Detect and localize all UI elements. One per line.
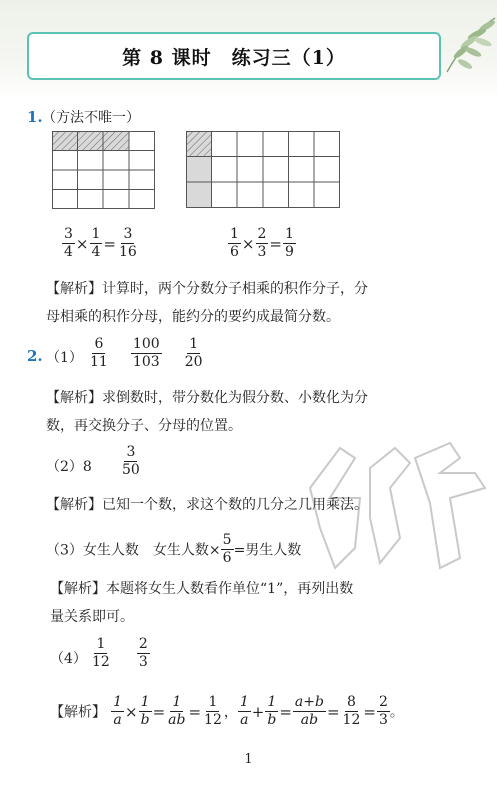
fraction: $\frac{5}{6}$ xyxy=(222,532,232,566)
grid-figure-2 xyxy=(186,131,340,208)
explanation-1-line-2: 母相乘的积作分母，能约分的要约成最简分数。 xyxy=(46,309,340,325)
explanation-2-1-line-1: 【解析】求倒数时，带分数化为假分数、小数化为分 xyxy=(46,390,368,406)
fraction: $\frac{6}{11}$ xyxy=(90,336,108,370)
fraction: $\frac{3}{50}$ xyxy=(122,444,140,478)
part-2-label: （2）8 xyxy=(46,459,92,475)
fraction: $\frac{1}{4}$ xyxy=(91,226,101,260)
part-3-line xyxy=(46,532,301,567)
fraction: $\frac{2}{3}$ xyxy=(378,694,388,728)
explanation-2-4: 【解析】 $\frac{1}{a}$ × $\frac{1}{b}$ = $\frac{1}{ab}$ = $\frac{1}{12}$ ， $\frac{1}{a}$ + $\frac{1}{b}$ = $\frac{a+b}{ab}$ = $\frac{8}{12}$ = $\frac{2}{3}$ 。 xyxy=(50,694,404,728)
fraction: $\frac{1}{12}$ xyxy=(204,694,222,728)
fraction: $\frac{1}{12}$ xyxy=(92,636,110,670)
explanation-2-3-line-2: 量关系即可。 xyxy=(50,609,134,625)
explanation-prefix: 【解析】 xyxy=(50,704,106,721)
fraction: $\frac{100}{103}$ xyxy=(132,336,160,370)
part-2-answer xyxy=(120,444,142,479)
explanation-2-3-line-1: 【解析】本题将女生人数看作单位“1”，再列出数 xyxy=(50,581,354,597)
fraction: $\frac{1}{b}$ xyxy=(267,694,277,728)
grid2-shaded-hatch xyxy=(186,131,212,157)
part-1-answer xyxy=(88,336,205,371)
part-3-label: （3）女生人数 女生人数× xyxy=(46,542,221,559)
fraction: $\frac{1}{a}$ xyxy=(239,694,249,728)
fraction: $\frac{1}{ab}$ xyxy=(168,694,186,728)
part-4-label: （4） xyxy=(50,651,87,667)
fraction: $\frac{1}{20}$ xyxy=(184,336,203,370)
part-3-tail: =男生人数 xyxy=(233,542,302,559)
part-4-answer xyxy=(90,636,150,671)
fraction: $\frac{1}{9}$ xyxy=(285,226,294,260)
grid1-shaded-hatch xyxy=(52,131,129,150)
part-1-label: （1） xyxy=(46,350,83,366)
fraction: $\frac{1}{b}$ xyxy=(140,694,150,728)
explanation-1-line-1: 【解析】计算时，两个分数分子相乘的积作分子，分 xyxy=(46,281,368,297)
lesson-title: 第 8 课时 练习三（1） xyxy=(27,32,441,80)
fraction: $\frac{1}{a}$ xyxy=(113,694,123,728)
fraction: $\frac{3}{16}$ xyxy=(119,226,137,260)
explanation-2-2: 【解析】已知一个数，求这个数的几分之几用乘法。 xyxy=(46,497,368,513)
equation-1: $\frac{3}{4}$ × $\frac{1}{4}$ = $\frac{3}{16}$ xyxy=(64,226,137,260)
fraction: $\frac{a+b}{ab}$ xyxy=(294,694,324,728)
question-1-note: （方法不唯一） xyxy=(42,110,140,126)
fraction: $\frac{8}{12}$ xyxy=(342,694,361,728)
fraction: $\frac{3}{4}$ xyxy=(64,226,73,260)
explanation-2-1-line-2: 数，再交换分子、分母的位置。 xyxy=(46,418,242,434)
fraction: $\frac{1}{6}$ xyxy=(230,226,239,260)
question-number-1: 1. xyxy=(27,108,43,126)
fraction: $\frac{2}{3}$ xyxy=(138,636,148,670)
page-number: 1 xyxy=(244,752,253,767)
fraction: $\frac{2}{3}$ xyxy=(257,226,267,260)
question-number-2: 2. xyxy=(27,347,43,365)
equation-2: $\frac{1}{6}$ × $\frac{2}{3}$ = $\frac{1}{9}$ xyxy=(230,226,294,260)
grid-figure-1 xyxy=(52,131,155,209)
